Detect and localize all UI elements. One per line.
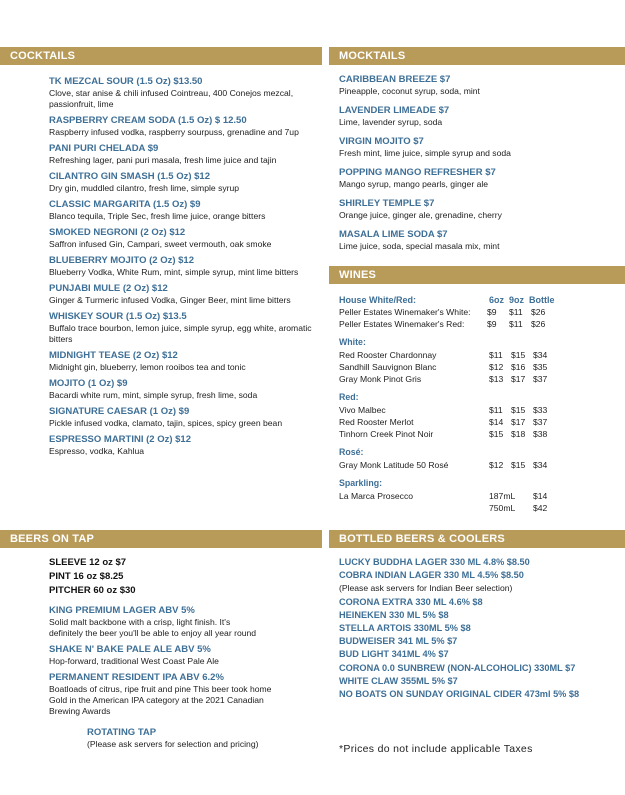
cocktail-item — [49, 283, 314, 306]
tap-beer-desc: Boatloads of citrus, ripe fruit and pine This beer took home Gold in the American IPA category at the 2021 Canadian Brewing Awards — [49, 684, 272, 716]
wine-name: Gray Monk Pinot Gris — [339, 374, 422, 384]
wine-price-9oz: $15 — [511, 350, 526, 360]
wine-size-header: 6oz 9oz Bottle — [489, 295, 555, 305]
mocktail-desc: Lime juice, soda, special masala mix, mint — [339, 241, 500, 251]
cocktail-desc: Blanco tequila, Triple Sec, fresh lime juice, orange bitters — [49, 211, 266, 221]
wine-price-9oz: $15 — [511, 460, 526, 470]
wine-name: Peller Estates Winemaker's White: — [339, 307, 471, 317]
wine-price-9oz: $11 — [509, 307, 523, 317]
wine-price-bottle: $38 — [533, 429, 548, 439]
wine-section-rose — [339, 446, 619, 471]
wine-section-sparkling — [339, 477, 619, 514]
tap-size-pitcher: PITCHER 60 oz $30 — [49, 585, 136, 596]
tap-size-pint: PINT 16 oz $8.25 — [49, 571, 124, 582]
wine-section-label: Red: — [339, 392, 359, 402]
mocktails-list — [339, 74, 619, 260]
mocktail-title: CARIBBEAN BREEZE $7 — [339, 74, 451, 85]
wine-row — [339, 349, 619, 361]
cocktail-item — [49, 227, 314, 250]
cocktails-list — [49, 76, 314, 462]
cocktail-title: BLUEBERRY MOJITO (2 Oz) $12 — [49, 255, 194, 266]
cocktail-item — [49, 378, 314, 401]
mocktail-title: MASALA LIME SODA $7 — [339, 229, 448, 240]
cocktail-title: CILANTRO GIN SMASH (1.5 Oz) $12 — [49, 171, 210, 182]
rotating-tap-desc: (Please ask servers for selection and pricing) — [87, 739, 259, 749]
wine-row — [339, 306, 619, 318]
bottled-item: CORONA 0.0 SUNBREW (NON-ALCOHOLIC) 330ML $7 — [339, 662, 576, 673]
cocktail-item — [49, 76, 314, 110]
wine-price-6oz: $12 — [489, 362, 504, 372]
cocktail-desc: Pickle infused vodka, clamato, tajin, spices, spicy green bean — [49, 418, 283, 428]
cocktail-title: TK MEZCAL SOUR (1.5 Oz) $13.50 — [49, 76, 203, 87]
tap-beer-item — [49, 672, 314, 717]
cocktail-title: WHISKEY SOUR (1.5 Oz) $13.5 — [49, 311, 187, 322]
wine-row — [339, 373, 619, 385]
cocktail-title: MIDNIGHT TEASE (2 Oz) $12 — [49, 350, 178, 361]
wine-price-bottle: $33 — [533, 405, 548, 415]
mocktail-item — [339, 198, 619, 221]
wine-row — [339, 361, 619, 373]
wine-price-9oz: $15 — [511, 405, 526, 415]
sparkling-row — [339, 490, 619, 502]
wine-price-bottle: $37 — [533, 374, 548, 384]
wine-row — [339, 318, 619, 330]
beers-on-tap-list — [49, 556, 314, 750]
cocktail-item — [49, 199, 314, 222]
wine-section-label: Rosé: — [339, 447, 364, 457]
cocktail-desc: Dry gin, muddled cilantro, fresh lime, simple syrup — [49, 183, 240, 193]
cocktail-item — [49, 311, 314, 345]
wine-name: Gray Monk Latitude 50 Rosé — [339, 460, 449, 470]
wine-row — [339, 416, 619, 428]
mocktail-item — [339, 136, 619, 159]
cocktail-desc: Refreshing lager, pani puri masala, fresh lime juice and tajin — [49, 155, 277, 165]
wine-price-6oz: $13 — [489, 374, 504, 384]
tap-beer-title: KING PREMIUM LAGER ABV 5% — [49, 605, 195, 616]
cocktail-title: ESPRESSO MARTINI (2 Oz) $12 — [49, 434, 192, 445]
mocktail-desc: Pineapple, coconut syrup, soda, mint — [339, 86, 480, 96]
bottled-item: BUD LIGHT 341ML 4% $7 — [339, 649, 449, 660]
mocktail-title: LAVENDER LIMEADE $7 — [339, 105, 450, 116]
sparkling-size: 187mL — [489, 491, 516, 501]
tax-note: *Prices do not include applicable Taxes — [339, 743, 533, 755]
cocktail-title: RASPBERRY CREAM SODA (1.5 Oz) $ 12.50 — [49, 115, 247, 126]
mocktail-desc: Mango syrup, mango pearls, ginger ale — [339, 179, 489, 189]
mocktail-title: VIRGIN MOJITO $7 — [339, 136, 424, 147]
cocktail-item — [49, 255, 314, 278]
wine-house-header-row — [339, 294, 619, 306]
wine-price-9oz: $17 — [511, 417, 526, 427]
wine-name: Sandhill Sauvignon Blanc — [339, 362, 437, 372]
wine-price-9oz: $11 — [509, 319, 523, 329]
wine-section-label: White: — [339, 337, 366, 347]
wine-price-6oz: $9 — [487, 319, 497, 329]
mocktail-desc: Orange juice, ginger ale, grenadine, cherry — [339, 210, 502, 220]
mocktail-desc: Fresh mint, lime juice, simple syrup and soda — [339, 148, 511, 158]
bottled-item: CORONA EXTRA 330 ML 4.6% $8 — [339, 596, 483, 607]
cocktail-title: PANI PURI CHELADA $9 — [49, 143, 159, 154]
mocktail-item — [339, 105, 619, 128]
tap-beer-title: PERMANENT RESIDENT IPA ABV 6.2% — [49, 672, 224, 683]
cocktail-desc: Raspberry infused vodka, raspberry sourpuss, grenadine and 7up — [49, 127, 299, 137]
spacer — [339, 502, 489, 514]
cocktail-item — [49, 434, 314, 457]
wine-row — [339, 459, 619, 471]
wine-price-9oz: $17 — [511, 374, 526, 384]
wine-row — [339, 428, 619, 440]
rotating-tap — [87, 727, 314, 750]
wine-section-white — [339, 336, 619, 385]
wine-price-bottle: $34 — [533, 460, 548, 470]
wine-price-6oz: $9 — [487, 307, 497, 317]
bottled-item: COBRA INDIAN LAGER 330 ML 4.5% $8.50 — [339, 570, 524, 581]
bottled-item: WHITE CLAW 355ML 5% $7 — [339, 675, 458, 686]
tap-size-sleeve: SLEEVE 12 oz $7 — [49, 557, 127, 568]
cocktail-title: CLASSIC MARGARITA (1.5 Oz) $9 — [49, 199, 201, 210]
cocktail-desc: Blueberry Vodka, White Rum, mint, simple syrup, mint lime bitters — [49, 267, 299, 277]
wine-name: Tinhorn Creek Pinot Noir — [339, 429, 434, 439]
cocktail-title: PUNJABI MULE (2 Oz) $12 — [49, 283, 168, 294]
wine-price-6oz: $15 — [489, 429, 504, 439]
wine-price-6oz: $11 — [489, 350, 503, 360]
wine-price-6oz: $12 — [489, 460, 504, 470]
cocktails-header: COCKTAILS — [0, 47, 322, 65]
bottled-list — [339, 556, 621, 701]
cocktail-desc: Espresso, vodka, Kahlua — [49, 446, 145, 456]
bottled-beers-header: BOTTLED BEERS & COOLERS — [329, 530, 625, 548]
wines-header: WINES — [329, 266, 625, 284]
wine-section-red — [339, 391, 619, 440]
wine-price-bottle: $26 — [531, 319, 546, 329]
cocktail-title: MOJITO (1 Oz) $9 — [49, 378, 128, 389]
cocktail-desc: Midnight gin, blueberry, lemon rooibos tea and tonic — [49, 362, 246, 372]
cocktail-desc: Bacardi white rum, mint, simple syrup, fresh lime, soda — [49, 390, 258, 400]
wine-price-bottle: $26 — [531, 307, 546, 317]
sparkling-row — [339, 502, 619, 514]
wines-list — [339, 294, 619, 514]
cocktail-item — [49, 115, 314, 138]
wine-name: Red Rooster Chardonnay — [339, 350, 437, 360]
mocktail-title: SHIRLEY TEMPLE $7 — [339, 198, 435, 209]
wine-price-6oz: $11 — [489, 405, 503, 415]
beers-on-tap-header: BEERS ON TAP — [0, 530, 322, 548]
tap-beer-desc: Hop-forward, traditional West Coast Pale Ale — [49, 656, 219, 666]
wine-price-bottle: $35 — [533, 362, 548, 372]
cocktail-item — [49, 171, 314, 194]
bottled-note: (Please ask servers for Indian Beer selection) — [339, 583, 513, 594]
mocktail-desc: Lime, lavender syrup, soda — [339, 117, 443, 127]
cocktail-desc: Saffron infused Gin, Campari, sweet vermouth, oak smoke — [49, 239, 272, 249]
cocktail-item — [49, 350, 314, 373]
tap-beer-title: SHAKE N' BAKE PALE ALE ABV 5% — [49, 644, 211, 655]
wine-price-9oz: $18 — [511, 429, 526, 439]
cocktail-desc: Ginger & Turmeric infused Vodka, Ginger Beer, mint lime bitters — [49, 295, 291, 305]
tap-beer-desc: Solid malt backbone with a crisp, light finish. It's definitely the beer you'll be able to enjoy all year round — [49, 617, 257, 638]
cocktail-desc: Clove, star anise & chili infused Cointreau, 400 Conejos mezcal, passionfruit, lime — [49, 88, 294, 109]
sparkling-size: 750mL — [489, 503, 516, 513]
wine-name: Red Rooster Merlot — [339, 417, 414, 427]
house-wine-label: House White/Red: — [339, 295, 417, 305]
cocktail-title: SMOKED NEGRONI (2 Oz) $12 — [49, 227, 186, 238]
wine-row — [339, 404, 619, 416]
tap-beer-item — [49, 644, 314, 667]
bottled-item: NO BOATS ON SUNDAY ORIGINAL CIDER 473ml 5% $8 — [339, 689, 580, 700]
mocktail-item — [339, 74, 619, 97]
bottled-item: HEINEKEN 330 ML 5% $8 — [339, 609, 449, 620]
tap-beer-item — [49, 605, 314, 639]
rotating-tap-title: ROTATING TAP — [87, 727, 157, 738]
bottled-item: STELLA ARTOIS 330ML 5% $8 — [339, 623, 471, 634]
mocktail-title: POPPING MANGO REFRESHER $7 — [339, 167, 496, 178]
cocktail-item — [49, 406, 314, 429]
cocktail-desc: Buffalo trace bourbon, lemon juice, simple syrup, egg white, aromatic bitters — [49, 323, 312, 344]
mocktails-header: MOCKTAILS — [329, 47, 625, 65]
wine-name: La Marca Prosecco — [339, 491, 414, 501]
wine-section-label: Sparkling: — [339, 478, 383, 488]
wine-price-bottle: $34 — [533, 350, 548, 360]
bottled-item: BUDWEISER 341 ML 5% $7 — [339, 636, 458, 647]
bottled-item: LUCKY BUDDHA LAGER 330 ML 4.8% $8.50 — [339, 557, 530, 567]
mocktail-item — [339, 167, 619, 190]
cocktail-title: SIGNATURE CAESAR (1 Oz) $9 — [49, 406, 190, 417]
wine-price-6oz: $14 — [489, 417, 504, 427]
wine-price-bottle: $37 — [533, 417, 548, 427]
cocktail-item — [49, 143, 314, 166]
sparkling-price: $14 — [533, 491, 548, 501]
mocktail-item — [339, 229, 619, 252]
wine-name: Vivo Malbec — [339, 405, 386, 415]
wine-name: Peller Estates Winemaker's Red: — [339, 319, 465, 329]
sparkling-price: $42 — [533, 503, 548, 513]
wine-price-9oz: $16 — [511, 362, 526, 372]
